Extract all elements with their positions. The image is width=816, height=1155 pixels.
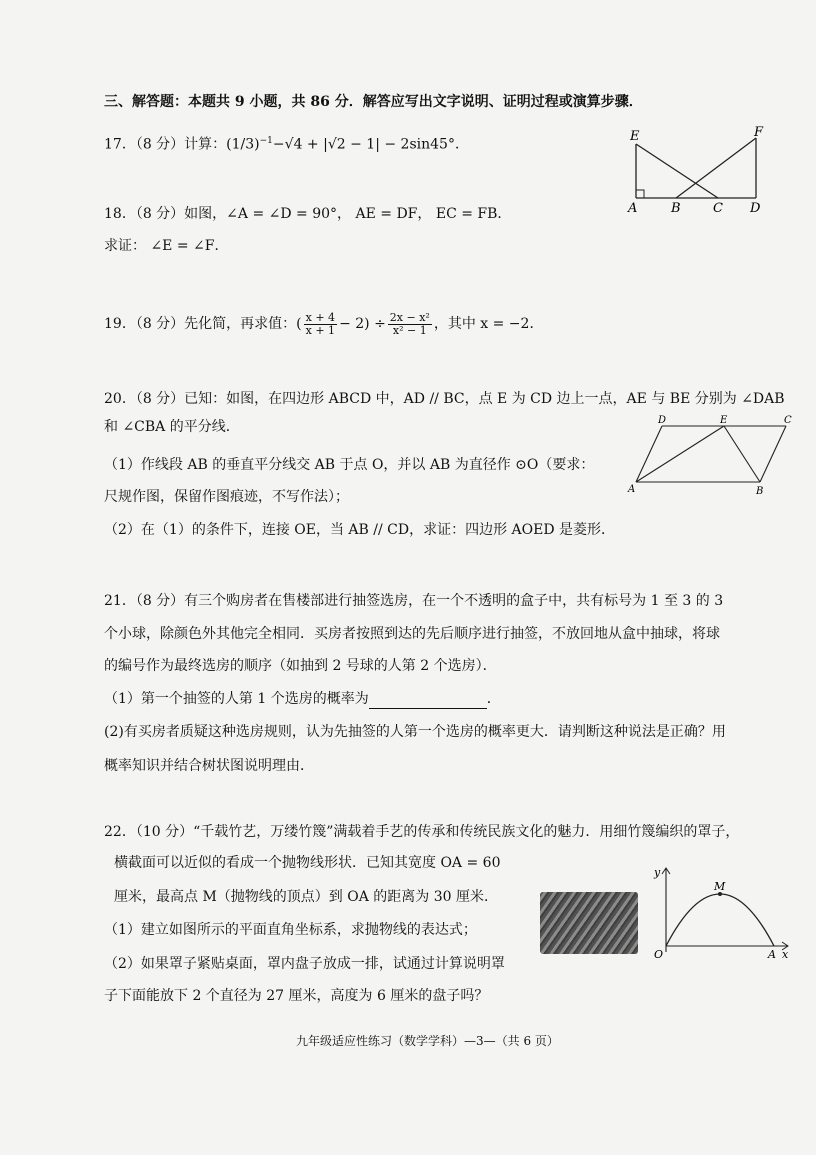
q19-prefix: 19．（8 分）先化简，再求值：( bbox=[104, 316, 302, 332]
q19-fraction-2: $\frac{\text{2x − x²}}{\text{x² − 1}}$ bbox=[389, 310, 430, 337]
label-C: C bbox=[713, 201, 723, 216]
q17-prefix: 17．（8 分）计算： bbox=[104, 136, 227, 153]
q20-figure bbox=[622, 414, 798, 500]
label-B: B bbox=[756, 486, 764, 497]
question-22-line-1: 22．（10 分）“千载竹艺，万缕竹篾”满载着手艺的传承和传统民族文化的魅力．用细竹篾编织的罩子， bbox=[104, 824, 740, 840]
question-20-part-1: （1）作线段 AB 的垂直平分线交 AB 于点 O，并以 AB 为直径作 ⊙O（要求： bbox=[104, 457, 595, 473]
label-A: A bbox=[768, 948, 776, 961]
question-21-part-1: （1）第一个抽签的人第 1 个选房的概率为 ． bbox=[104, 691, 501, 707]
label-M: M bbox=[714, 880, 726, 893]
label-E: E bbox=[720, 415, 728, 426]
question-21-line-1: 21．（8 分）有三个购房者在售楼部进行抽签选房，在一个不透明的盒子中，共有标号为 1 至 3 的 3 bbox=[104, 593, 724, 609]
question-22-part-2: （2）如果罩子紧贴桌面，罩内盘子放成一排，试通过计算说明罩 bbox=[104, 956, 505, 972]
label-D: D bbox=[658, 415, 667, 426]
label-y: y bbox=[654, 866, 661, 879]
q19-fraction-1: $\frac{x + 4}{x + 1}$ bbox=[305, 310, 336, 337]
label-E: E bbox=[630, 129, 640, 144]
bamboo-cover-photo bbox=[540, 892, 638, 954]
label-C: C bbox=[784, 415, 792, 426]
label-A: A bbox=[628, 201, 638, 216]
question-21-part-2-cont: 概率知识并结合树状图说明理由． bbox=[104, 758, 314, 774]
question-21-line-2: 个小球，除颜色外其他完全相同．买房者按照到达的先后顺序进行抽签，不放回地从盒中抽球，将球 bbox=[104, 626, 720, 642]
question-22-part-2-cont: 子下面能放下 2 个直径为 27 厘米，高度为 6 厘米的盘子吗？ bbox=[104, 988, 489, 1004]
q19-mid: − 2) ÷ bbox=[339, 316, 386, 332]
question-22-line-3: 厘米，最高点 M（抛物线的顶点）到 OA 的距离为 30 厘米． bbox=[114, 889, 498, 905]
question-21-line-3: 的编号作为最终选房的顺序（如抽到 2 号球的人第 2 个选房）． bbox=[104, 658, 497, 674]
label-x: x bbox=[782, 948, 789, 961]
label-D: D bbox=[750, 201, 761, 216]
label-A: A bbox=[628, 484, 636, 495]
question-20-part-1-cont: 尺规作图，保留作图痕迹，不写作法）； bbox=[104, 489, 349, 505]
question-20-line-1: 20．（8 分）已知：如图，在四边形 ABCD 中，AD // BC，点 E 为 CD 边上一点，AE 与 BE 分别为 ∠DAB bbox=[104, 391, 785, 407]
question-17 bbox=[104, 131, 469, 155]
q18-figure bbox=[620, 124, 770, 216]
answer-blank bbox=[369, 694, 487, 709]
q21-part-1-text: （1）第一个抽签的人第 1 个选房的概率为 bbox=[104, 691, 369, 707]
q17-base: (1/3) bbox=[226, 136, 260, 153]
q17-expr: −√4 + |√2 − 1| − 2sin45°． bbox=[272, 136, 469, 153]
question-19 bbox=[104, 310, 543, 338]
q19-suffix: ，其中 x = −2． bbox=[433, 316, 544, 332]
question-18: 18．（8 分）如图，∠A = ∠D = 90°， AE = DF， EC = FB． bbox=[104, 206, 512, 222]
label-O: O bbox=[654, 948, 664, 961]
q17-exp: −1 bbox=[259, 136, 273, 146]
question-21-part-2: (2)有买房者质疑这种选房规则，认为先抽签的人第一个选房的概率更大．请判断这种说法是正确？用 bbox=[104, 724, 726, 740]
question-22-line-2: 横截面可以近似的看成一个抛物线形状．已知其宽度 OA = 60 bbox=[114, 855, 501, 871]
section-header: 三、解答题：本题共 9 小题，共 86 分．解答应写出文字说明、证明过程或演算步骤． bbox=[104, 94, 643, 110]
label-B: B bbox=[671, 201, 681, 216]
label-F: F bbox=[754, 125, 764, 140]
q22-parabola-figure bbox=[650, 862, 792, 962]
question-18-prove: 求证： ∠E = ∠F． bbox=[104, 238, 229, 254]
question-20-line-2: 和 ∠CBA 的平分线． bbox=[104, 419, 240, 435]
question-20-part-2: （2）在（1）的条件下，连接 OE，当 AB // CD，求证：四边形 AOED 是菱形． bbox=[104, 522, 616, 538]
page-footer: 九年级适应性练习（数学学科）—3—（共 6 页） bbox=[296, 1034, 559, 1048]
question-22-part-1: （1）建立如图所示的平面直角坐标系，求抛物线的表达式； bbox=[104, 922, 477, 938]
